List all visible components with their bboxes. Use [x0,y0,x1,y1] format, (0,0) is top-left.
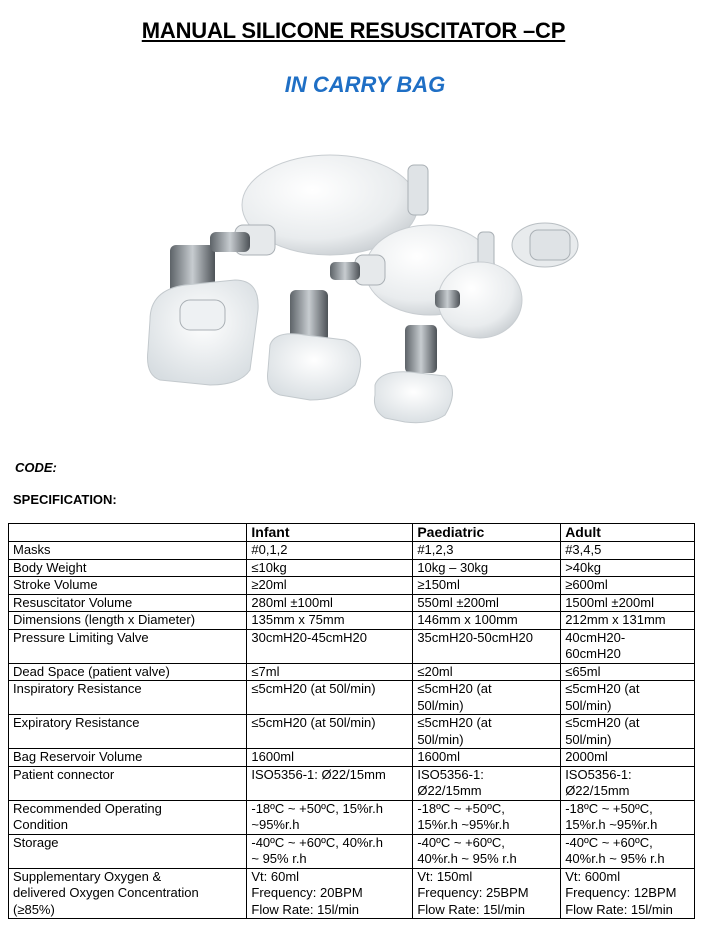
table-cell: 550ml ±200ml [413,594,561,612]
table-cell: 135mm x 75mm [247,612,413,630]
table-cell: #1,2,3 [413,542,561,560]
table-cell: ≤5cmH20 (at 50l/min) [413,715,561,749]
table-row [9,663,695,681]
header-cell-paediatric: Paediatric [413,524,561,542]
table-cell: Patient connector [9,766,247,800]
table-row [9,749,695,767]
table-cell: -18ºC ~ +50ºC, 15%r.h ~95%r.h [247,800,413,834]
table-cell: ≥150ml [413,577,561,595]
table-cell: Vt: 600ml Frequency: 12BPM Flow Rate: 15l/min [561,868,695,919]
table-row [9,629,695,663]
table-cell: ≥600ml [561,577,695,595]
table-cell: ≤65ml [561,663,695,681]
table-cell: Storage [9,834,247,868]
table-cell: -40ºC ~ +60ºC, 40%r.h ~ 95% r.h [247,834,413,868]
table-cell: 1600ml [413,749,561,767]
specification-table [8,523,695,919]
table-cell: ISO5356-1: Ø22/15mm [413,766,561,800]
table-cell: ≤5cmH20 (at 50l/min) [561,715,695,749]
table-cell: 1600ml [247,749,413,767]
table-cell: 2000ml [561,749,695,767]
table-row [9,612,695,630]
table-cell: 35cmH20-50cmH20 [413,629,561,663]
table-cell: 146mm x 100mm [413,612,561,630]
table-cell: Vt: 60ml Frequency: 20BPM Flow Rate: 15l/min [247,868,413,919]
table-cell: Vt: 150ml Frequency: 25BPM Flow Rate: 15l/min [413,868,561,919]
table-cell: Expiratory Resistance [9,715,247,749]
table-row [9,766,695,800]
table-row [9,681,695,715]
code-label: CODE: [15,460,57,475]
table-cell: #3,4,5 [561,542,695,560]
table-cell: 10kg – 30kg [413,559,561,577]
page-title: MANUAL SILICONE RESUSCITATOR –CP [141,18,566,43]
table-cell: ≤5cmH20 (at 50l/min) [247,715,413,749]
table-cell: Body Weight [9,559,247,577]
table-cell: Resuscitator Volume [9,594,247,612]
table-cell: Bag Reservoir Volume [9,749,247,767]
page-subtitle: IN CARRY BAG [284,72,446,97]
table-row [9,834,695,868]
table-cell: Dimensions (length x Diameter) [9,612,247,630]
table-cell: ≤10kg [247,559,413,577]
table-row [9,715,695,749]
table-row [9,594,695,612]
table-cell: ≤5cmH20 (at 50l/min) [561,681,695,715]
table-cell: ≤20ml [413,663,561,681]
table-cell: ≤5cmH20 (at 50l/min) [413,681,561,715]
table-cell: ISO5356-1: Ø22/15mm [561,766,695,800]
table-cell: -40ºC ~ +60ºC, 40%r.h ~ 95% r.h [561,834,695,868]
table-cell: -18ºC ~ +50ºC, 15%r.h ~95%r.h [561,800,695,834]
table-cell: ≥20ml [247,577,413,595]
table-cell: Pressure Limiting Valve [9,629,247,663]
table-row [9,577,695,595]
specification-label: SPECIFICATION: [13,492,117,507]
table-cell: Recommended Operating Condition [9,800,247,834]
table-cell: Supplementary Oxygen & delivered Oxygen Concentration (≥85%) [9,868,247,919]
table-cell: #0,1,2 [247,542,413,560]
table-cell: ISO5356-1: Ø22/15mm [247,766,413,800]
header-cell-adult: Adult [561,524,695,542]
table-cell: -18ºC ~ +50ºC, 15%r.h ~95%r.h [413,800,561,834]
table-cell: Stroke Volume [9,577,247,595]
table-cell: -40ºC ~ +60ºC, 40%r.h ~ 95% r.h [413,834,561,868]
table-cell: ≤7ml [247,663,413,681]
table-cell: 212mm x 131mm [561,612,695,630]
table-cell: ≤5cmH20 (at 50l/min) [247,681,413,715]
table-cell: >40kg [561,559,695,577]
table-cell: Masks [9,542,247,560]
table-body [9,542,695,919]
table-row [9,868,695,919]
table-row [9,559,695,577]
table-row [9,542,695,560]
table-header-row [9,524,695,542]
table-row [9,800,695,834]
table-cell: 1500ml ±200ml [561,594,695,612]
header-cell [9,524,247,542]
table-cell: 40cmH20- 60cmH20 [561,629,695,663]
table-cell: 280ml ±100ml [247,594,413,612]
table-cell: 30cmH20-45cmH20 [247,629,413,663]
header-cell-infant: Infant [247,524,413,542]
resuscitator-set-photo [140,150,600,430]
table-cell: Inspiratory Resistance [9,681,247,715]
table-cell: Dead Space (patient valve) [9,663,247,681]
